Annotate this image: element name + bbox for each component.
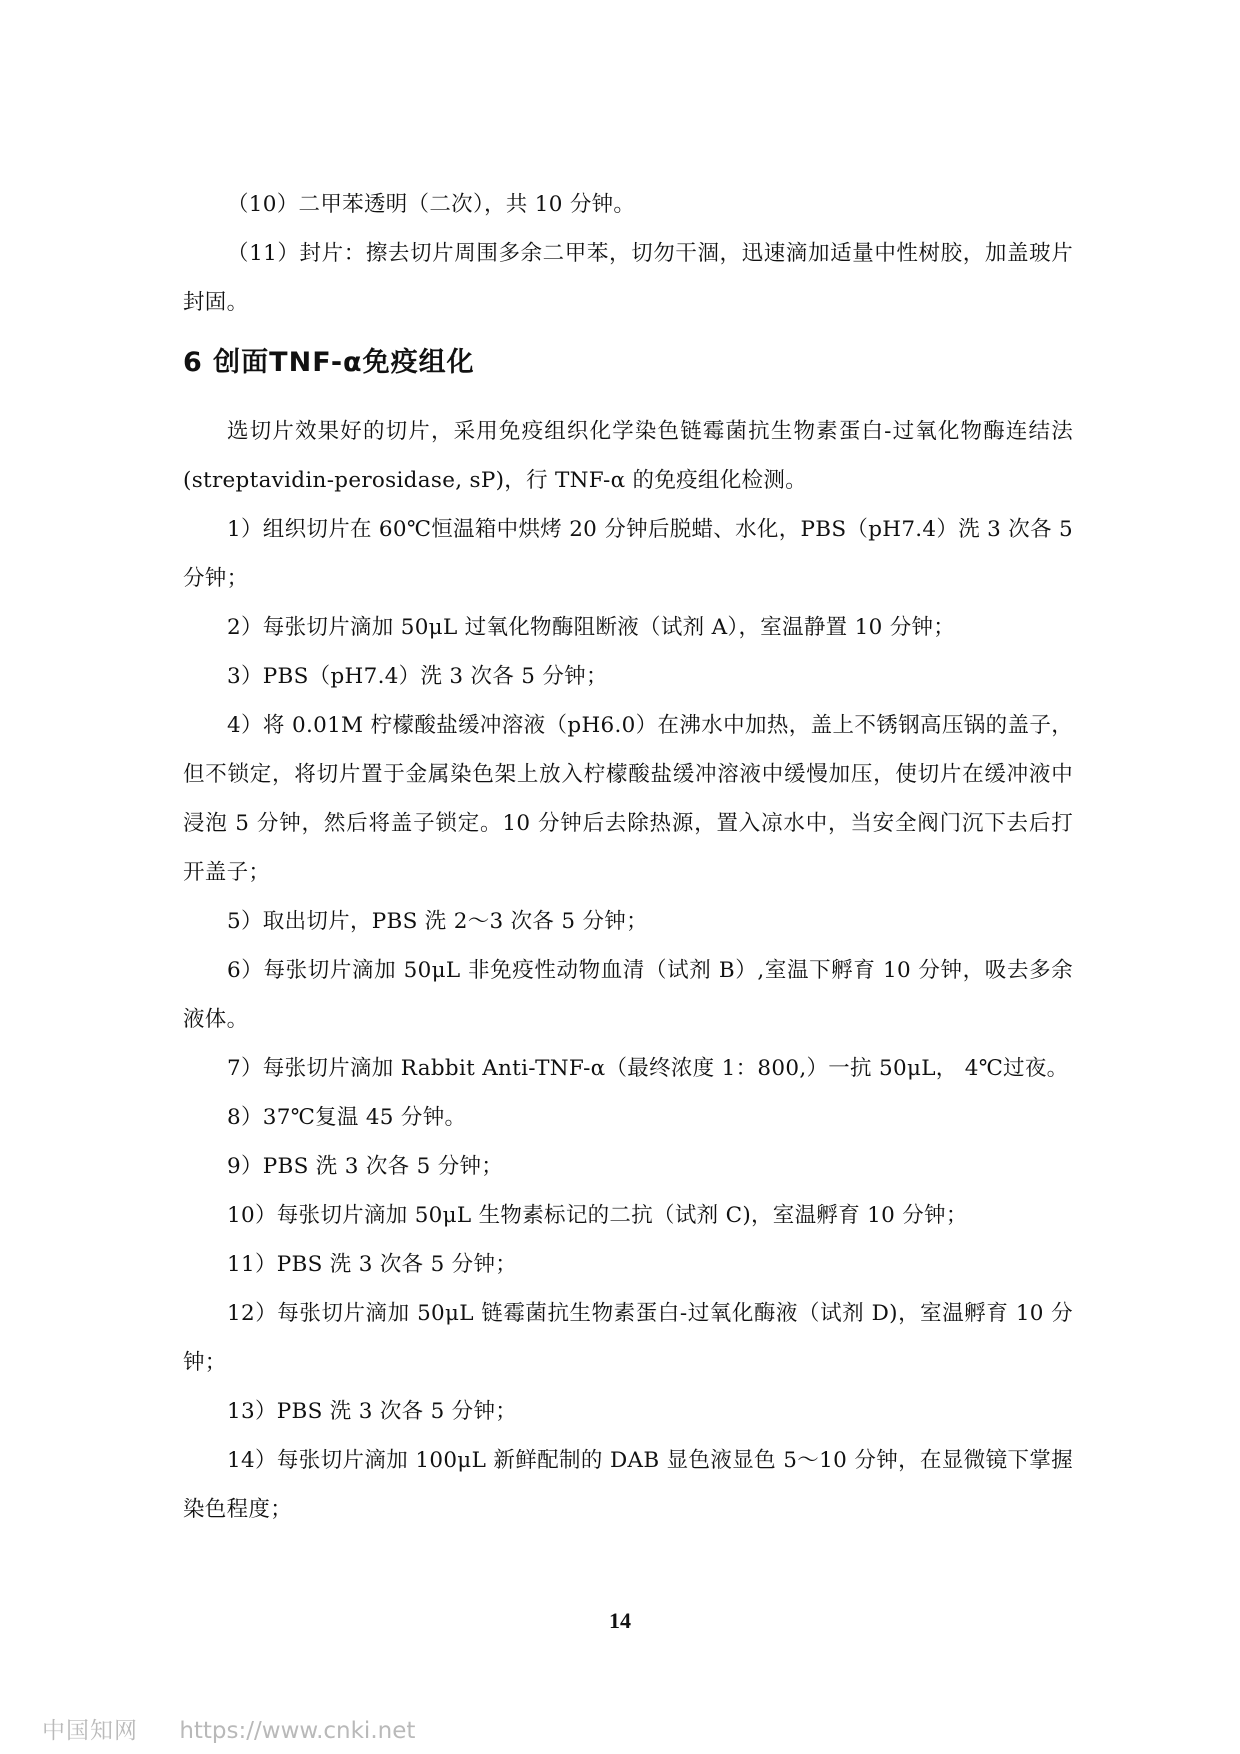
paragraph: 11）PBS 洗 3 次各 5 分钟； bbox=[227, 1252, 518, 1277]
paragraph: 4）将 0.01M 柠檬酸盐缓冲溶液（pH6.0）在沸水中加热，盖上不锈钢高压锅的盖子，但不锁定，将切片置于金属染色架上放入柠檬酸盐缓冲溶液中缓慢加压，使切片在缓冲液中浸泡 5 分钟，然后将盖子锁定。10 分钟后去除热源，置入凉水中，当安全阀门沉下去后打开盖子； bbox=[183, 713, 1073, 885]
paragraph: 12）每张切片滴加 50μL 链霉菌抗生物素蛋白-过氧化酶液（试剂 D)，室温孵育 10 分钟； bbox=[183, 1301, 1073, 1375]
page-number: 14 bbox=[609, 1608, 631, 1633]
paragraph: 1）组织切片在 60℃恒温箱中烘烤 20 分钟后脱蜡、水化，PBS（pH7.4）洗 3 次各 5 分钟； bbox=[183, 517, 1073, 591]
paragraph: 选切片效果好的切片，采用免疫组织化学染色链霉菌抗生物素蛋白-过氧化物酶连结法(streptavidin-perosidase, sP)，行 TNF-α 的免疫组化检测。 bbox=[183, 419, 1073, 493]
paragraph: 5）取出切片，PBS 洗 2～3 次各 5 分钟； bbox=[227, 909, 648, 934]
paragraph: 9）PBS 洗 3 次各 5 分钟； bbox=[227, 1154, 504, 1179]
paragraph: 13）PBS 洗 3 次各 5 分钟； bbox=[227, 1399, 518, 1424]
paragraph: 3）PBS（pH7.4）洗 3 次各 5 分钟； bbox=[227, 664, 608, 689]
paragraph: 7）每张切片滴加 Rabbit Anti-TNF-α（最终浓度 1：800,）一抗 50μL， 4℃过夜。 bbox=[227, 1056, 1069, 1081]
body-text bbox=[183, 180, 1073, 1534]
paragraph: 8）37℃复温 45 分钟。 bbox=[227, 1105, 467, 1130]
paragraph: 10）每张切片滴加 50μL 生物素标记的二抗（试剂 C)，室温孵育 10 分钟； bbox=[227, 1203, 968, 1228]
paragraph: （10）二甲苯透明（二次），共 10 分钟。 bbox=[227, 192, 636, 217]
paragraph: 14）每张切片滴加 100μL 新鲜配制的 DAB 显色液显色 5～10 分钟，在显微镜下掌握染色程度； bbox=[183, 1448, 1073, 1522]
cnki-logo-text: 中国知网 bbox=[42, 1718, 138, 1744]
cnki-watermark bbox=[42, 1712, 415, 1745]
section-heading: 6 创面TNF-α免疫组化 bbox=[183, 347, 475, 378]
paragraph: 6）每张切片滴加 50μL 非免疫性动物血清（试剂 B）,室温下孵育 10 分钟，吸去多余液体。 bbox=[183, 958, 1073, 1032]
watermark-url: https://www.cnki.net bbox=[179, 1718, 416, 1744]
paragraph: 2）每张切片滴加 50μL 过氧化物酶阻断液（试剂 A），室温静置 10 分钟； bbox=[227, 615, 956, 640]
paragraph: （11）封片：擦去切片周围多余二甲苯，切勿干涸，迅速滴加适量中性树胶，加盖玻片封固。 bbox=[183, 241, 1073, 315]
